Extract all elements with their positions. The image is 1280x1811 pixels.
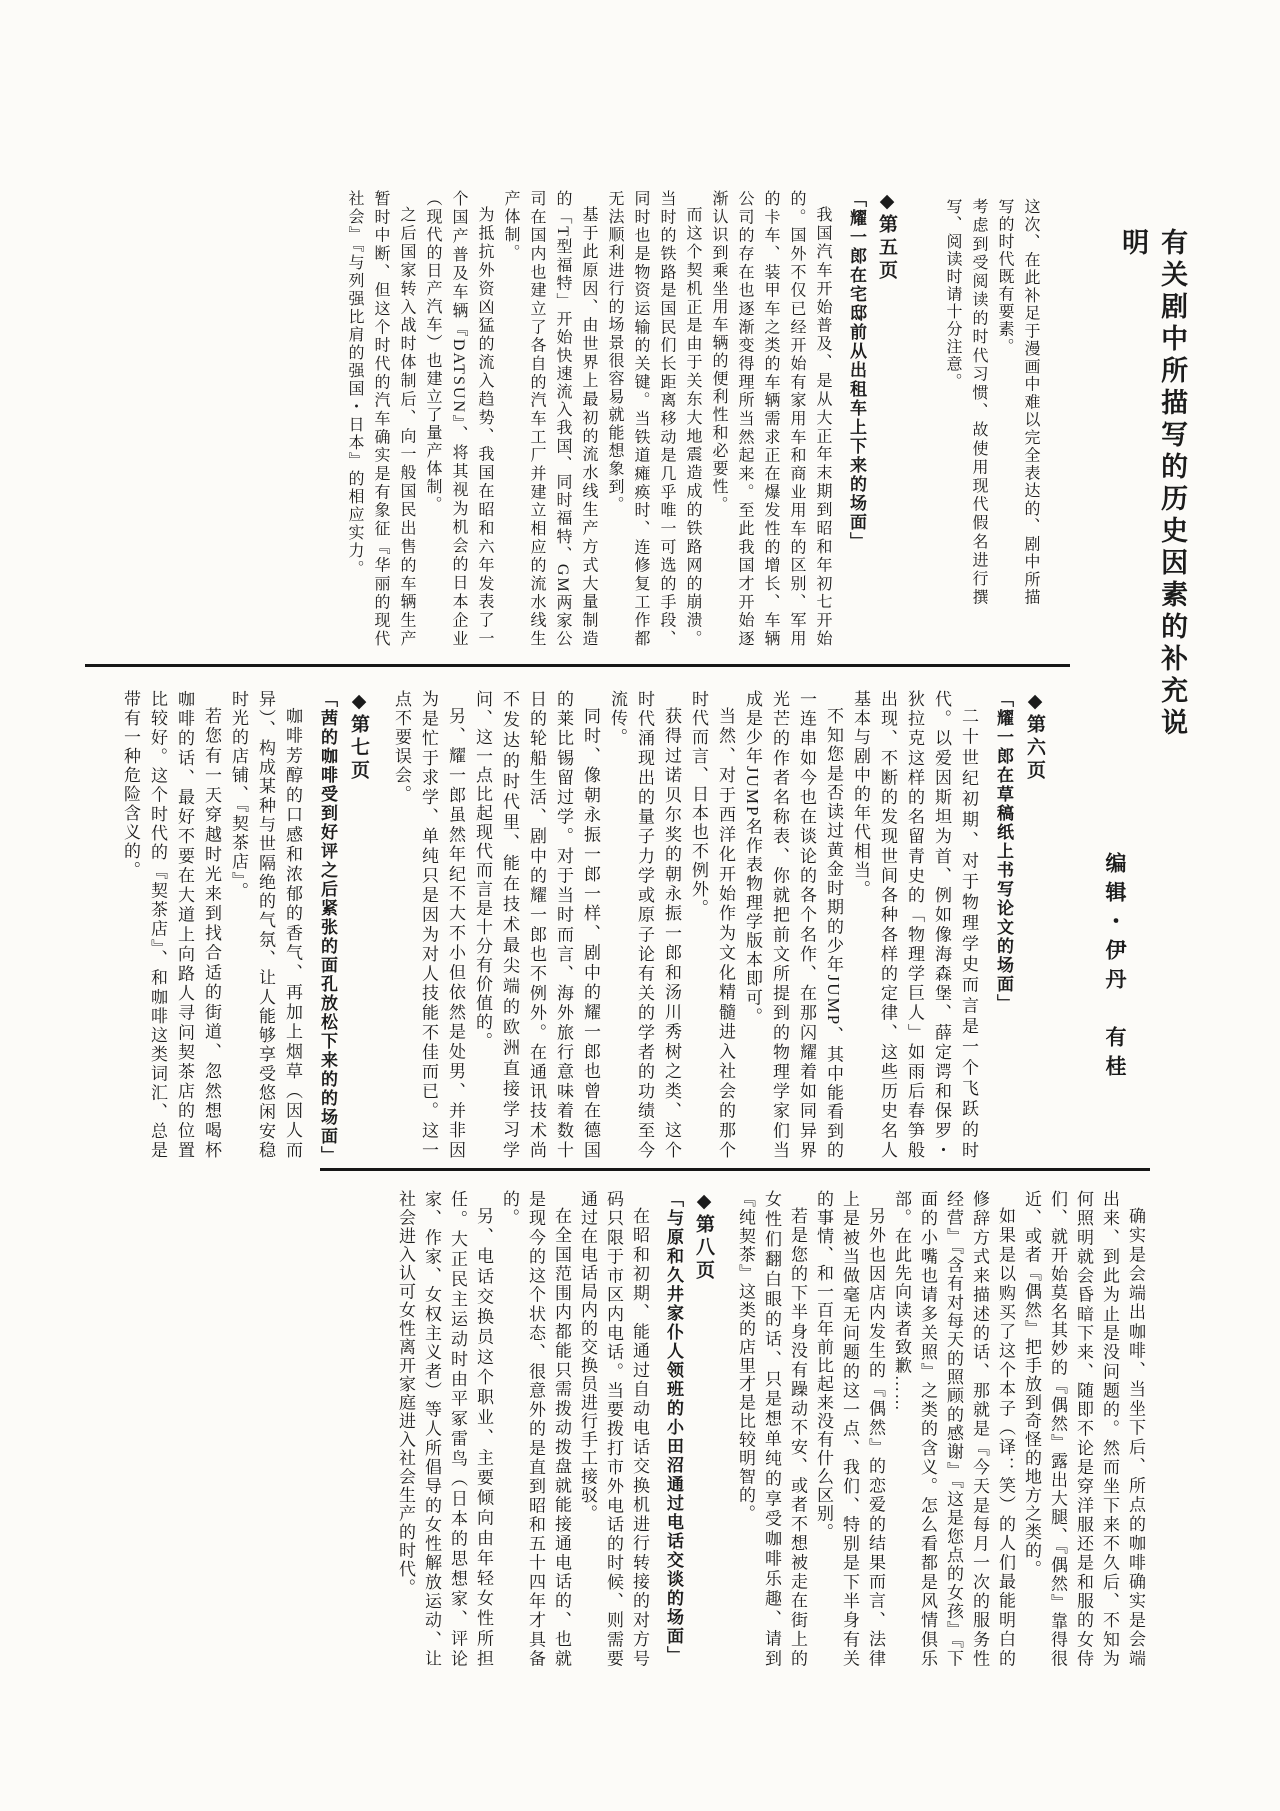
- section-label: 第七页: [348, 714, 369, 783]
- section-header: [873, 190, 899, 648]
- paragraph: 另、电话交换员这个职业、主要倾向由年轻女性所担任。大正民主运动时由平冢雷鸟（日本的思想家、评论家、作家、女权主义者）等人所倡导的女性解放运动、让社会进入认可女性离开家庭进入社会生产的时代。: [396, 1190, 493, 1668]
- paragraph: 基于此原因、由世界上最初的流水线生产方式大量制造的「T型福特」开始快速流入我国、同时福特、GM两家公司在国内也建立了各自的汽车工厂并建立相应的流水线生产体制。: [502, 190, 597, 648]
- divider-rule-bottom: [320, 1168, 1150, 1171]
- section-header: [345, 690, 372, 1160]
- section-page-6: [388, 690, 1048, 1160]
- band-bottom: [352, 1190, 1148, 1668]
- paragraph: 获得过诺贝尔奖的朝永振一郎和汤川秀树之类、这个时代涌现出的量子力学或原子论有关的学者的功绩至今流传。: [608, 690, 681, 1160]
- diamond-icon: ◆: [348, 690, 369, 714]
- paragraph: 另外也因店内发生的『偶然』的恋爱的结果而言、法律上是被当做毫无问题的这一点、我们、特别是下半身有关的事情、和一百年前比起来没有什么区别。: [814, 1190, 885, 1668]
- section-label: 第六页: [1024, 714, 1045, 783]
- intro-paragraph: 考虑到受阅读的时代习惯、故使用现代假名进行撰写、阅读时请十分注意。: [944, 198, 987, 606]
- scene-title: 「耀一郎在草稿纸上书写论文的场面」: [994, 690, 1013, 1013]
- page-title: 有关剧中所描写的历史因素的补充说明: [1118, 228, 1188, 740]
- section-header: [690, 1190, 716, 1668]
- paragraph: 不知您是否读过黄金时期的少年JUMP、其中能看到的一连串如今也在谈论的各个名作、在那闪耀着如同异界光芒的作者名称表、你就把前文所提到的物理学家们当成是少年JUMP名作表物理学版本即可。: [743, 690, 843, 1160]
- paragraph: 咖啡芳醇的口感和浓郁的香气、再加上烟草（因人而异）、构成某种与世隔绝的气氛、让人能够享受悠闲安稳时光的店铺、『契茶店』。: [229, 690, 302, 1160]
- diamond-icon: ◆: [1024, 690, 1045, 714]
- paragraph: 而这个契机正是由于关东大地震造成的铁路网的崩溃。当时的铁路是国民们长距离移动是几乎唯一可选的手段、同时也是物资运输的关键。当铁道瘫痪时、连修复工作都无法顺利进行的场景很容易就能想象到。: [606, 190, 701, 648]
- section-page-7: [117, 690, 372, 1165]
- section-page-7-continuation: [732, 1190, 1148, 1668]
- paragraph: 在昭和初期、能通过自动电话交换机进行转接的对方号码只限于市区内电话。当要拨打市外电话的时候、则需要通过在电话局内的交换员进行手工接驳。: [578, 1190, 649, 1668]
- intro-note: [921, 198, 1043, 606]
- section-label: 第五页: [876, 214, 897, 283]
- paragraph: 另、耀一郎虽然年纪不大不小但依然是处男、并非因为是忙于求学、单纯只是因为对人技能不佳而已。这一点不要误会。: [392, 690, 465, 1160]
- paragraph: 同时、像朝永振一郎一样、剧中的耀一郎也曾在德国的莱比锡留过学。对于当时而言、海外旅行意味着数十日的轮船生活、剧中的耀一郎也不例外。在通讯技术尚不发达的时代里、能在技术最尖端的欧洲直接学习学问、这一点比起现代而言是十分有价值的。: [473, 690, 600, 1160]
- intro-paragraph: 这次、在此补足于漫画中难以完全表达的、剧中所描写的时代既有要素。: [996, 198, 1039, 606]
- paragraph: 如果是以购买了这个本子（译：笑）的人们最能明白的修辞方式来描述的话、那就是『今天是每月一次的服务性经营』『含有对每天的照顾的感谢』『这是您点的女孩』『下面的小嘴也请多关照』之类的含义。怎么看都是风情俱乐部。在此先向读者致歉……: [892, 1190, 1015, 1668]
- paragraph: 之后国家转入战时体制后、向一般国民出售的车辆生产暂时中断、但这个时代的汽车确实是有象征『华丽的现代社会』『与列强比肩的强国・日本』的相应实力。: [346, 190, 415, 648]
- paragraph: 二十世纪初期、对于物理学史而言是一个飞跃的时代。以爱因斯坦为首、例如像海森堡、薛定谔和保罗・狄拉克这样的名留青史的「物理学巨人」如雨后春笋般出现、不断的发现世间各种各样的定律、这些历史名人基本与剧中的年代相当。: [851, 690, 978, 1160]
- paragraph: 确实是会端出咖啡、当坐下后、所点的咖啡确实是会端出来、到此为止是没问题的。然而坐下来不久后、不知为何照明就会昏暗下来、随即不论是穿洋服还是和服的女侍们、就开始莫名其妙的『偶然』露出大腿、『偶然』靠得很近、或者『偶然』把手放到奇怪的地方之类的。: [1022, 1190, 1145, 1668]
- section-header: [1021, 690, 1048, 1160]
- paragraph: 为抵抗外资凶猛的流入趋势、我国在昭和六年发表了一个国产普及车辆『DATSUN』、将其视为机会的日本企业（现代的日产汽车）也建立了量产体制。: [424, 190, 493, 648]
- paragraph: 若是您的下半身没有躁动不安、或者不想被走在街上的女性们翻白眼的话、只是想单纯的享受咖啡乐趣、请到『纯契茶』这类的店里才是比较明智的。: [736, 1190, 807, 1668]
- scene-title: 「耀一郎在宅邸前从出租车上下来的场面」: [847, 190, 866, 551]
- paragraph: 当然、对于西洋化开始作为文化精髓进入社会的那个时代而言、日本也不例外。: [689, 690, 735, 1160]
- divider-rule-top: [85, 664, 1070, 667]
- section-label: 第八页: [693, 1214, 714, 1283]
- paragraph: 在全国范围内都能只需拨动拨盘就能接通电话的、也就是现今的这个状态、很意外的是直到昭和五十四年才具备的。: [500, 1190, 571, 1668]
- diamond-icon: ◆: [693, 1190, 714, 1214]
- paragraph: 若您有一天穿越时光来到找合适的街道、忽然想喝杯咖啡的话、最好不要在大道上向路人寻问契茶店的位置比较好。这个时代的『契茶店』、和咖啡这类词汇、总是带有一种危险含义的。: [121, 690, 221, 1160]
- scene-title: 「茜的咖啡受到好评之后紧张的面孔放松下来的的场面」: [318, 690, 337, 1165]
- band-top: [272, 190, 899, 648]
- section-page-5: [341, 190, 899, 648]
- band-middle: [96, 690, 1048, 1165]
- scene-title: 「与原和久井家仆人领班的小田沼通过电话交谈的场面」: [664, 1190, 683, 1665]
- paragraph: 我国汽车开始普及、是从大正年末期到昭和年初七开始的。国外不仅已经开始有家用车和商业用车的区别、军用的卡车、装甲车之类的车辆需求正在爆发性的增长、车辆公司的存在也逐渐变得理所当然起来。至此我国才开始逐渐认识到乘坐用车辆的便利性和必要性。: [710, 190, 831, 648]
- diamond-icon: ◆: [876, 190, 897, 214]
- editor-credit: 编辑・伊丹 有桂: [1103, 852, 1127, 1084]
- section-page-8: [392, 1190, 716, 1668]
